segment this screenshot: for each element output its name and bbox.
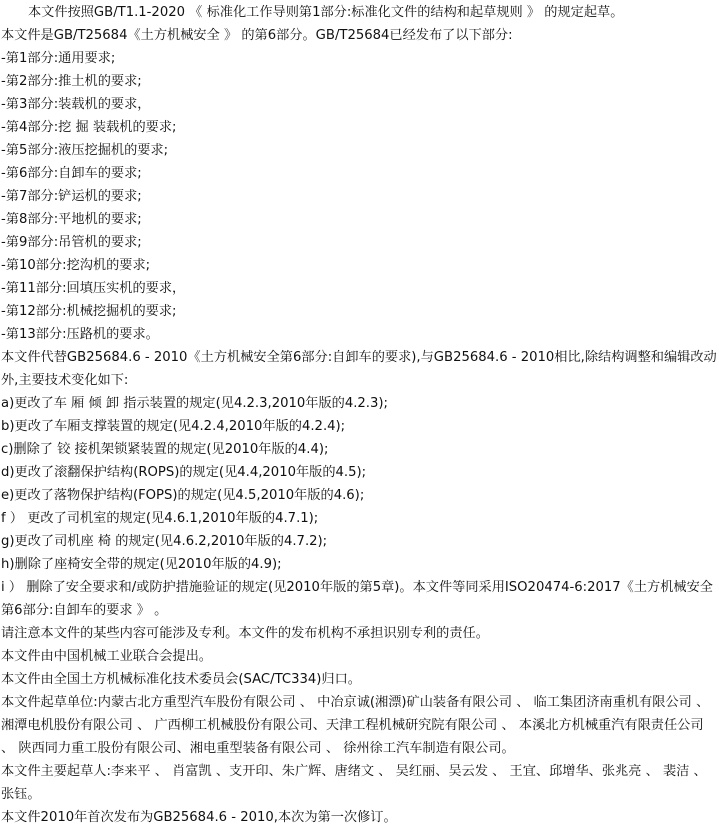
part-list-item: -第5部分:液压挖掘机的要求;: [1, 143, 169, 158]
drafters-paragraph: 本文件主要起草人:李来平 、 肖富凯 、支开印、朱广辉、唐绪文 、 吴红丽、吴云发 、 王宜、邱增华、张兆亮 、 裴洁 、 张钰。: [1, 764, 707, 802]
part-list-item: -第6部分:自卸车的要求;: [1, 166, 142, 181]
part-description: 本文件是GB/T25684《土方机械安全 》 的第6部分。GB/T25684已经发布了以下部分:: [1, 28, 513, 43]
change-item: h)删除了座椅安全带的规定(见2010年版的4.9);: [1, 557, 282, 572]
patent-notice: 请注意本文件的某些内容可能涉及专利。本文件的发布机构不承担识别专利的责任。: [1, 626, 489, 641]
part-list-item: -第11部分:回填压实机的要求，: [1, 281, 186, 296]
part-list-item: -第8部分:平地机的要求;: [1, 212, 142, 227]
part-list-item: -第3部分:装载机的要求，: [1, 97, 151, 112]
part-list-item: -第2部分:推土机的要求;: [1, 74, 142, 89]
committee-paragraph: 本文件由全国土方机械标准化技术委员会(SAC/TC334)归口。: [1, 672, 361, 687]
part-list-item: -第10部分:挖沟机的要求;: [1, 258, 151, 273]
part-list-item: -第12部分:机械挖掘机的要求;: [1, 304, 177, 319]
proposer-paragraph: 本文件由中国机械工业联合会提出。: [1, 649, 212, 664]
change-item: f ） 更改了司机室的规定(见4.6.1,2010年版的4.7.1);: [1, 511, 319, 526]
change-item: b)更改了车厢支撑装置的规定(见4.2.4,2010年版的4.2.4);: [1, 419, 346, 434]
drafting-units-paragraph: 本文件起草单位:内蒙古北方重型汽车股份有限公司 、 中冶京诚(湘漂)矿山装备有限公司 、 临工集团济南重机有限公司 、 湘潭电机股份有限公司 、 广西柳工机械股份有限公司、天津工程机械研究院有限公司 、 本溪北方机械重汽有限责任公司 、 陕西同力重工股份有限公司、湘电重型装备有限公司 、 徐州徐工汽车制造有限公司。: [1, 695, 710, 756]
change-item: d)更改了滚翻保护结构(ROPS)的规定(见4.4,2010年版的4.5);: [1, 465, 367, 480]
history-paragraph: 本文件2010年首次发布为GB25684.6 - 2010,本次为第一次修订。: [1, 810, 397, 825]
change-item: c)删除了 铰 接机架锁紧装置的规定(见2010年版的4.4);: [1, 442, 329, 457]
change-item: a)更改了车 厢 倾 卸 指示装置的规定(见4.2.3,2010年版的4.2.3);: [1, 396, 388, 411]
change-item: i ） 删除了安全要求和/或防护措施验证的规定(见2010年版的第5章)。本文件等同采用ISO20474-6:2017《土方机械安全第6部分:自卸车的要求 》 。: [1, 580, 713, 618]
part-list-item: -第7部分:铲运机的要求;: [1, 189, 142, 204]
change-item: g)更改了司机座 椅 的规定(见4.6.2,2010年版的4.7.2);: [1, 534, 328, 549]
intro-paragraph: 本文件按照GB/T1.1-2020 《 标准化工作导则第1部分:标准化文件的结构和起草规则 》 的规定起草。: [28, 5, 624, 20]
part-list-item: -第1部分:通用要求;: [1, 51, 116, 66]
part-list-item: -第9部分:吊管机的要求;: [1, 235, 142, 250]
replacement-paragraph: 本文件代替GB25684.6 - 2010《土方机械安全第6部分:自卸车的要求),与GB25684.6 - 2010相比,除结构调整和编辑改动外,主要技术变化如下:: [1, 350, 717, 388]
part-list-item: -第4部分:挖 掘 装载机的要求;: [1, 120, 177, 135]
change-item: e)更改了落物保护结构(FOPS)的规定(见4.5,2010年版的4.6);: [1, 488, 365, 503]
part-list-item: -第13部分:压路机的要求。: [1, 327, 159, 342]
